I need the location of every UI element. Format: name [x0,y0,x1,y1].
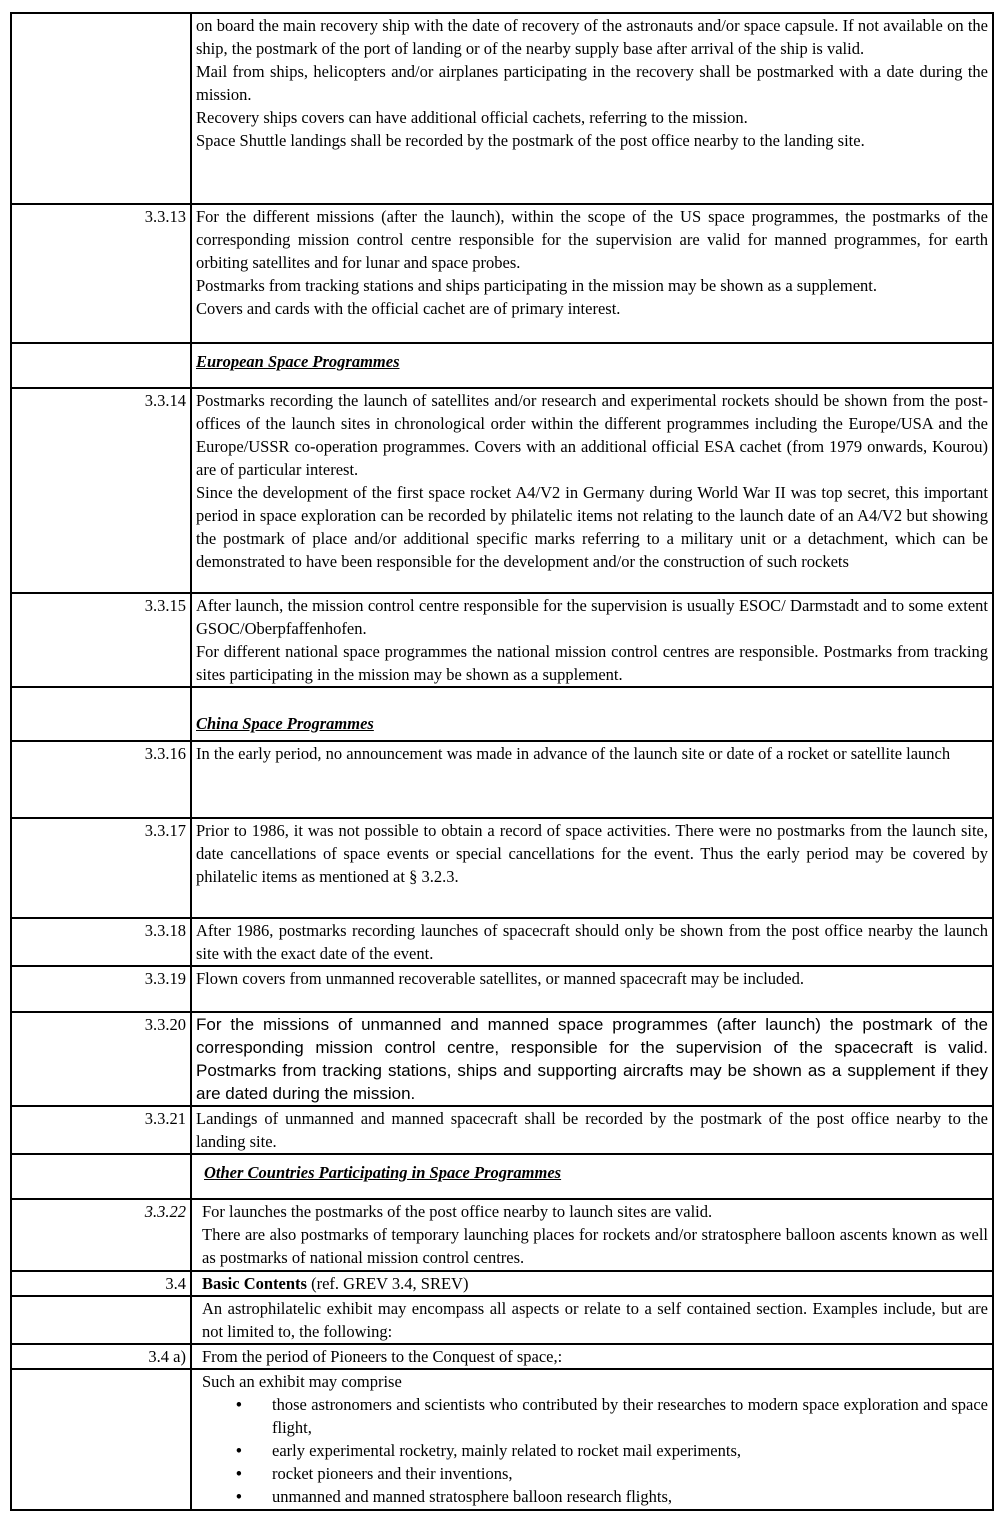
table-row [11,1296,993,1344]
section-number: 3.3.18 [11,918,191,966]
section-number: 3.3.17 [11,818,191,918]
section-heading-cell [191,1154,993,1199]
section-number [11,1296,191,1344]
section-number [11,1154,191,1199]
paragraph: For the different missions (after the launch), within the scope of the US space programmes, the postmarks of the corresponding mission control centre responsible for the supervision are valid for manned programmes, for earth orbiting satellites and for lunar and space probes. [196,207,988,272]
section-number: 3.3.14 [11,388,191,593]
paragraph: Landings of unmanned and manned spacecraft shall be recorded by the postmark of the post office nearby to the landing site. [196,1109,988,1151]
list-intro: Such an exhibit may comprise [202,1372,402,1391]
document-page [10,12,992,1512]
paragraph: Flown covers from unmanned recoverable satellites, or manned spacecraft may be included. [196,969,804,988]
list-item: • unmanned and manned stratosphere balloon research flights, [272,1485,988,1508]
section-heading: Other Countries Participating in Space Programmes [204,1163,562,1182]
section-heading-cell [191,343,993,388]
table-row [11,388,993,593]
section-text [191,388,993,593]
section-text [191,1199,993,1271]
section-number [11,687,191,741]
section-heading: China Space Programmes [196,714,374,733]
section-text [191,1106,993,1154]
section-number: 3.3.15 [11,593,191,687]
heading-row [11,343,993,388]
bullet-list [202,1393,988,1508]
section-reference: (ref. GREV 3.4, SREV) [306,1274,469,1293]
section-number: 3.3.16 [11,741,191,818]
paragraph: Covers and cards with the official cachet are of primary interest. [196,299,621,318]
section-text [191,1369,993,1510]
paragraph: There are also postmarks of temporary launching places for rockets and/or stratosphere balloon ascents known as well as postmarks of national mission control centres. [202,1225,988,1267]
heading-row [11,1154,993,1199]
section-text [191,1344,993,1369]
paragraph: Postmarks from tracking stations and ships participating in the mission may be shown as a supplement. [196,276,877,295]
section-number: 3.3.19 [11,966,191,1012]
section-text [191,204,993,343]
table-row [11,1199,993,1271]
section-text [191,918,993,966]
section-number: 3.4 a) [11,1344,191,1369]
section-text [191,1296,993,1344]
table-row [11,1344,993,1369]
list-item: • early experimental rocketry, mainly related to rocket mail experiments, [272,1439,988,1462]
section-number: 3.3.22 [11,1199,191,1271]
section-number [11,343,191,388]
section-title: Basic Contents [202,1274,307,1293]
table-row [11,918,993,966]
section-number [11,1369,191,1510]
paragraph: Space Shuttle landings shall be recorded by the postmark of the post office nearby to the landing site. [196,131,865,150]
table-row [11,1271,993,1296]
paragraph: For launches the postmarks of the post office nearby to launch sites are valid. [202,1202,713,1221]
table-row [11,1012,993,1106]
section-number: 3.3.13 [11,204,191,343]
section-heading: European Space Programmes [196,352,400,371]
paragraph: For different national space programmes the national mission control centres are responsible. Postmarks from tracking sites participating in the mission may be shown as a supplement. [196,642,988,684]
section-text [191,1012,993,1106]
table-row [11,818,993,918]
section-text [191,1271,993,1296]
regulations-table [10,12,994,1511]
section-text [191,13,993,204]
table-row [11,13,993,204]
list-item: • those astronomers and scientists who contributed by their researches to modern space exploration and space flight, [272,1393,988,1439]
paragraph: on board the main recovery ship with the date of recovery of the astronauts and/or space capsule. If not available on the ship, the postmark of the port of landing or of the nearby supply base after arrival of the ship is valid. [196,16,988,58]
paragraph: Prior to 1986, it was not possible to obtain a record of space activities. There were no postmarks from the launch site, date cancellations of space events or special cancellations for the event. Thus the early period may be covered by philatelic items as mentioned at § 3.2.3. [196,821,988,886]
table-row [11,966,993,1012]
section-text [191,593,993,687]
section-text [191,741,993,818]
section-number: 3.3.20 [11,1012,191,1106]
paragraph: After 1986, postmarks recording launches of spacecraft should only be shown from the post office nearby the launch site with the exact date of the event. [196,921,988,963]
section-number: 3.3.21 [11,1106,191,1154]
table-row [11,1369,993,1510]
section-number [11,13,191,204]
table-row [11,1106,993,1154]
paragraph: From the period of Pioneers to the Conquest of space,: [202,1347,563,1366]
section-text [191,966,993,1012]
heading-row [11,687,993,741]
table-row [11,204,993,343]
paragraph: Postmarks recording the launch of satellites and/or research and experimental rockets should be shown from the post-offices of the launch sites in chronological order within the different programmes including the Europe/USA and the Europe/USSR co-operation programmes. Covers with an additional official ESA cachet (from 1979 onwards, Kourou) are of particular interest. [196,391,988,479]
paragraph: Mail from ships, helicopters and/or airplanes participating in the recovery shall be postmarked with a date during the mission. [196,62,988,104]
section-heading-cell [191,687,993,741]
section-text [191,818,993,918]
paragraph: In the early period, no announcement was made in advance of the launch site or date of a rocket or satellite launch [196,744,951,763]
table-row [11,593,993,687]
paragraph: After launch, the mission control centre responsible for the supervision is usually ESOC/ Darmstadt and to some extent GSOC/Oberpfaffenhofen. [196,596,988,638]
paragraph: Recovery ships covers can have additional official cachets, referring to the mission. [196,108,748,127]
table-row [11,741,993,818]
list-item: • rocket pioneers and their inventions, [272,1462,988,1485]
paragraph: An astrophilatelic exhibit may encompass all aspects or relate to a self contained section. Examples include, but are not limited to, the following: [202,1299,988,1341]
paragraph: Since the development of the first space rocket A4/V2 in Germany during World War II was top secret, this important period in space exploration can be recorded by philatelic items not relating to the launch date of an A4/V2 but showing the postmark of place and/or additional specific marks referring to a military unit or a detachment, which can be demonstrated to have been responsible for the development and/or the construction of such rockets [196,483,988,571]
section-number: 3.4 [11,1271,191,1296]
paragraph: For the missions of unmanned and manned space programmes (after launch) the postmark of the corresponding mission control centre, responsible for the supervision of the spacecraft is valid. Postmarks from tracking stations, ships and supporting aircrafts may be shown as a supplement if they are dated during the mission. [196,1015,988,1103]
